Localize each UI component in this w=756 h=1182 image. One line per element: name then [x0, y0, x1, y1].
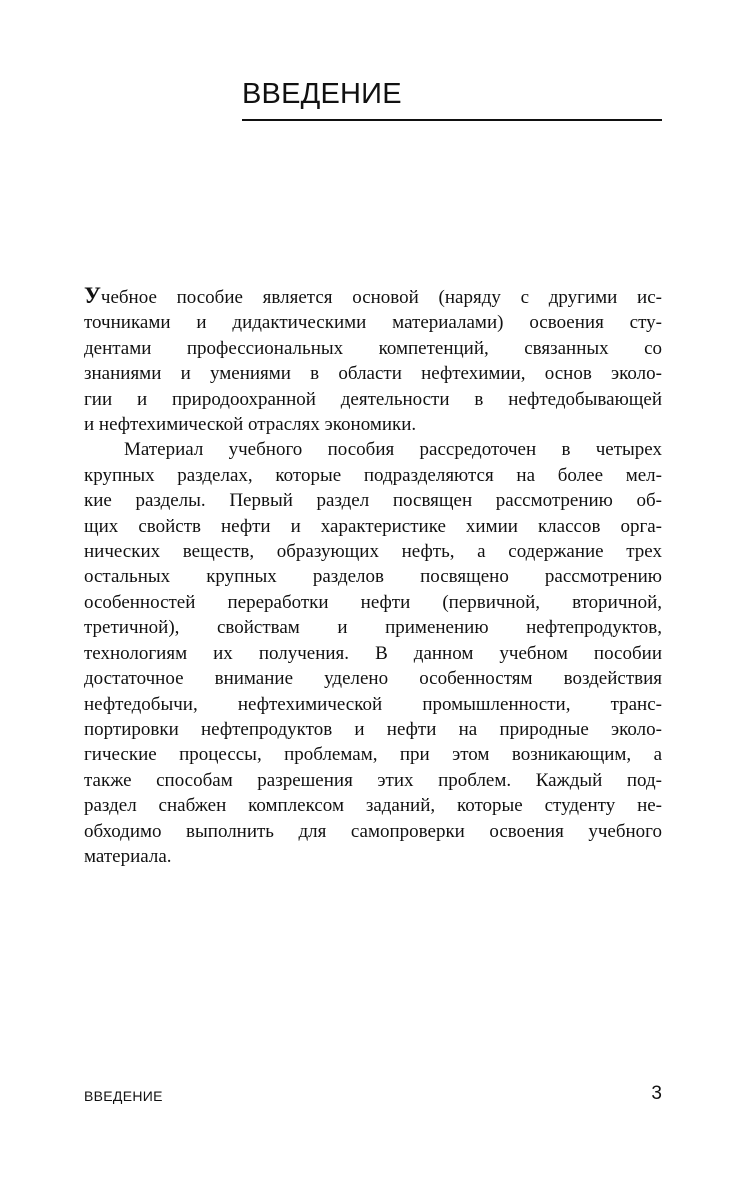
paragraph-2-line-14: также способам разрешения этих проблем. Каждый под- [84, 769, 662, 791]
chapter-title: ВВЕДЕНИЕ [242, 78, 402, 110]
paragraph-2 [84, 437, 662, 869]
paragraph-1 [84, 283, 662, 437]
dropcap-letter: У [84, 283, 101, 308]
paragraph-1-line-1-text: чебное пособие является основой (наряду с другими ис- [100, 287, 662, 308]
page-number: 3 [651, 1083, 662, 1104]
paragraph-2-line-11: нефтедобычи, нефтехимической промышленности, транс- [84, 693, 662, 715]
paragraph-2-line-13: гические процессы, проблемам, при этом возникающим, а [84, 744, 662, 766]
paragraph-1-line-4: знаниями и умениями в области нефтехимии, основ эколо- [84, 363, 662, 385]
paragraph-2-line-15: раздел снабжен комплексом заданий, которые студенту не- [84, 795, 662, 817]
paragraph-2-line-7: особенностей переработки нефти (первичной, вторичной, [84, 591, 662, 613]
title-underline [242, 119, 662, 121]
paragraph-2-line-9: технологиям их получения. В данном учебном пособии [84, 642, 662, 664]
paragraph-1-line-2: точниками и дидактическими материалами) освоения сту- [84, 312, 662, 334]
paragraph-1-line-6: и нефтехимической отраслях экономики. [84, 414, 417, 436]
paragraph-2-line-3: кие разделы. Первый раздел посвящен рассмотрению об- [84, 490, 662, 512]
paragraph-1-line-3: дентами профессиональных компетенций, связанных со [84, 337, 662, 359]
paragraph-2-line-6: остальных крупных разделов посвящено рассмотрению [84, 566, 662, 588]
paragraph-1-line-1 [84, 283, 662, 310]
paragraph-2-line-4: щих свойств нефти и характеристике химии классов орга- [84, 515, 662, 537]
paragraph-1-line-5: гии и природоохранной деятельности в нефтедобывающей [84, 388, 662, 410]
paragraph-2-line-17: материала. [84, 845, 172, 867]
paragraph-2-line-5: нических веществ, образующих нефть, а содержание трех [84, 541, 662, 563]
paragraph-2-line-12: портировки нефтепродуктов и нефти на природные эколо- [84, 718, 662, 740]
paragraph-2-line-1: Материал учебного пособия рассредоточен в четырех [124, 439, 662, 461]
paragraph-2-line-16: обходимо выполнить для самопроверки освоения учебного [84, 820, 662, 842]
paragraph-2-line-8: третичной), свойствам и применению нефтепродуктов, [84, 617, 662, 639]
paragraph-2-line-10: достаточное внимание уделено особенностям воздействия [84, 668, 662, 690]
running-footer-title: ВВЕДЕНИЕ [84, 1088, 163, 1104]
paragraph-2-line-2: крупных разделах, которые подразделяются на более мел- [84, 464, 662, 486]
body-text [84, 283, 662, 869]
